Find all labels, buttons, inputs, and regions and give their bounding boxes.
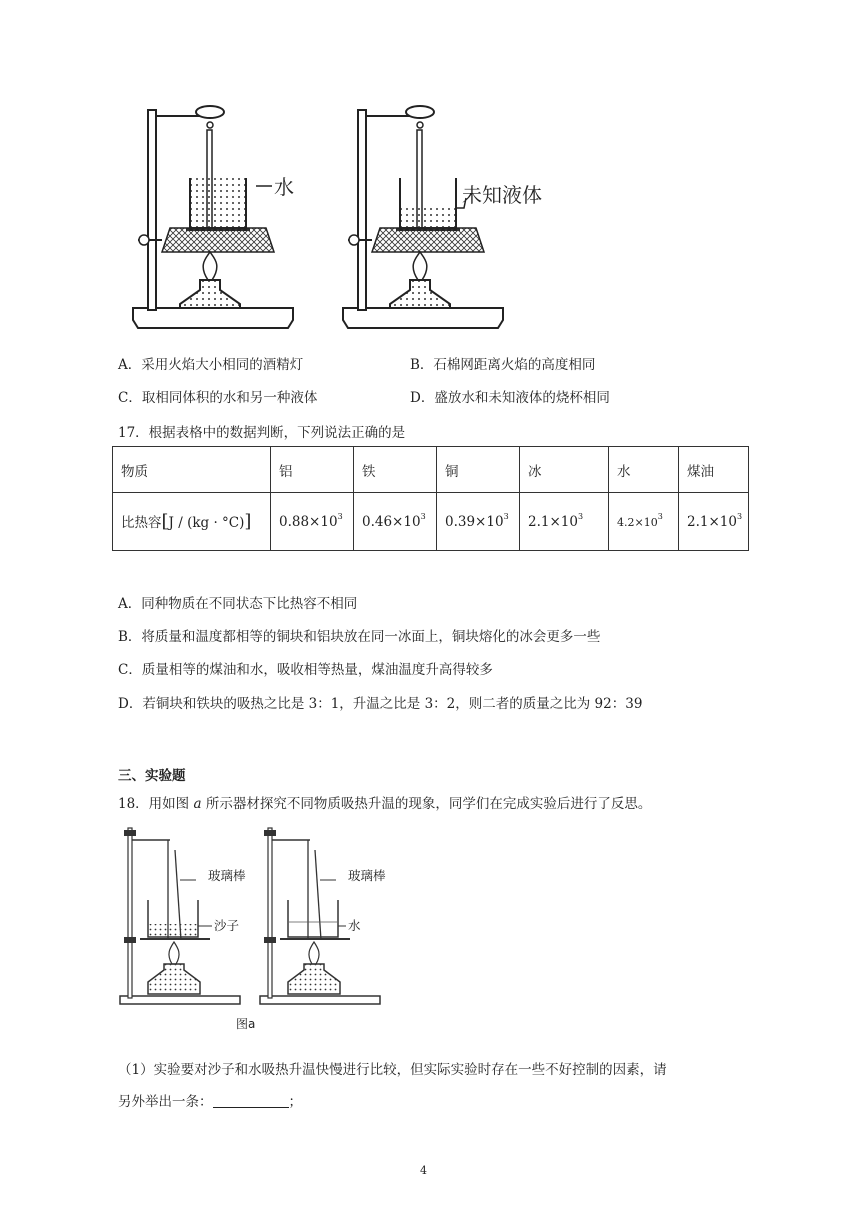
value-cell: $0.46\times 10^3$ [354,493,437,551]
q16-options-row1 [118,353,758,375]
header-cell: 水 [609,447,679,493]
table-value-row [113,493,749,551]
value-cell: $4.2\times 10^3$ [609,493,679,551]
value-cell: $2.1\times 10^3$ [679,493,749,551]
value-cell: $2.1\times 10^3$ [520,493,609,551]
q18-sub1-line2: 另外举出一条： ； [118,1094,302,1110]
sand-setup [120,828,246,1004]
header-cell: 铁 [354,447,437,493]
q17-option-d: D．若铜块和铁块的吸热之比是 3：1，升温之比是 3：2，则二者的质量之比为 92：39 [118,696,643,712]
q18-stem: 18．用如图 a 所示器材探究不同物质吸热升温的现象，同学们在完成实验后进行了反思。 [118,796,652,812]
header-cell: 铜 [437,447,520,493]
q16-option-c: C．取相同体积的水和另一种液体 [118,390,318,406]
left-setup [133,106,294,328]
row-label-unit: J / (kg · °C) [168,515,245,531]
answer-blank[interactable] [213,1093,289,1108]
figure-a-sand-water [118,822,408,1042]
water-label-fig-a: 水 [348,918,361,933]
value-cell: $0.88\times 10^3$ [271,493,354,551]
q17-option-c: C．质量相等的煤油和水，吸收相等热量，煤油温度升高得较多 [118,662,493,678]
unknown-liquid-label: 未知液体 [462,183,542,207]
figure-a-caption: 图a [236,1017,256,1031]
q18-sub1-line1: （1）实验要对沙子和水吸热升温快慢进行比较，但实际实验时存在一些不好控制的因素，请 [118,1062,667,1078]
specific-heat-table [112,446,749,551]
glass-rod-label-left: 玻璃棒 [208,868,246,883]
q16-options-row2 [118,386,758,408]
row-label-prefix: 比热容 [121,515,162,531]
page-number: 4 [420,1164,427,1177]
header-cell: 铝 [271,447,354,493]
water-setup [260,828,386,1004]
water-label-fig1: 水 [274,175,294,199]
section-title: 三、实验题 [118,768,186,784]
sand-label: 沙子 [214,918,240,933]
q17-option-a: A．同种物质在不同状态下比热容不相同 [118,596,358,612]
q16-option-d: D．盛放水和未知液体的烧杯相同 [410,390,610,406]
q16-option-a: A．采用火焰大小相同的酒精灯 [118,357,304,373]
q16-option-b: B．石棉网距离火焰的高度相同 [410,357,596,373]
header-cell: 物质 [113,447,271,493]
table-header-row [113,447,749,493]
header-cell: 冰 [520,447,609,493]
right-setup [343,106,542,328]
q17-option-b: B．将质量和温度都相等的铜块和铝块放在同一冰面上，铜块熔化的冰会更多一些 [118,629,601,645]
row-label-cell: 比热容[J / (kg · °C)] [113,493,271,551]
header-cell: 煤油 [679,447,749,493]
glass-rod-label-right: 玻璃棒 [348,868,386,883]
value-cell: $0.39\times 10^3$ [437,493,520,551]
heating-apparatus-figure [128,80,568,340]
q17-stem: 17．根据表格中的数据判断，下列说法正确的是 [118,425,406,441]
